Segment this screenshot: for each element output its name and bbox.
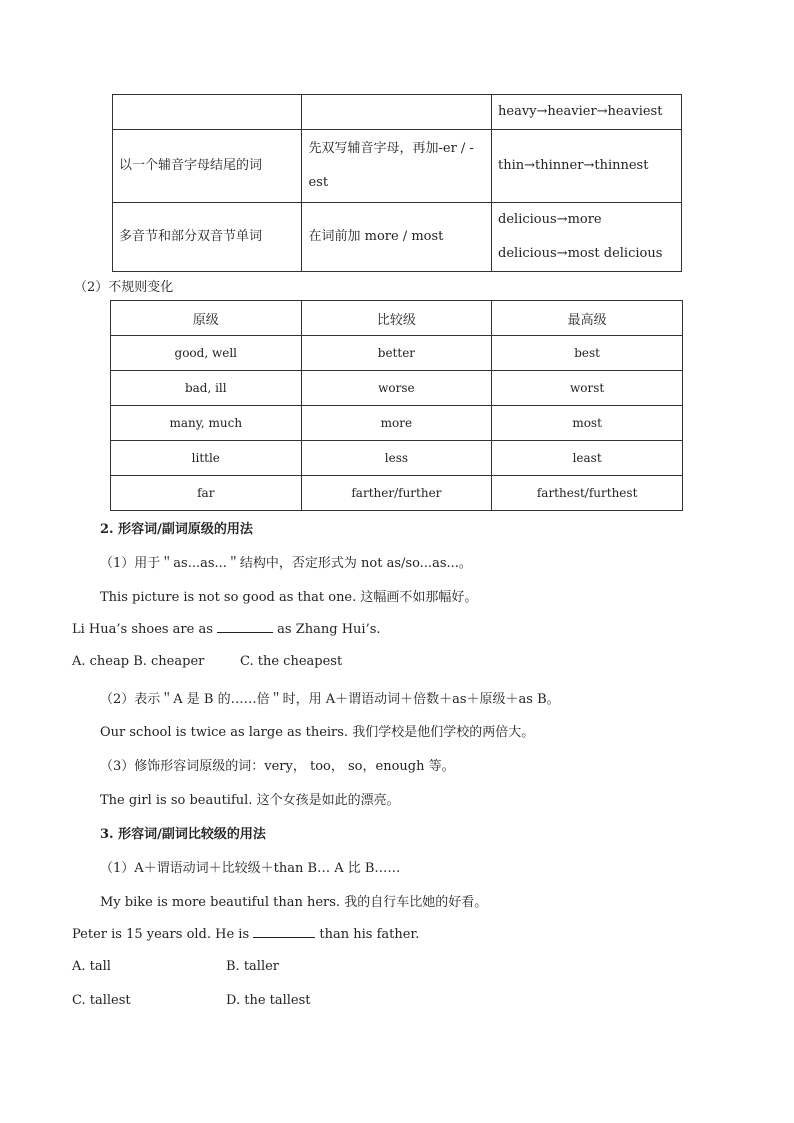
table-cell: least — [492, 441, 683, 476]
option-c: C. tallest — [72, 993, 131, 1008]
table-row — [111, 336, 683, 371]
example-sentence: Our school is twice as large as theirs. 我们学校是他们学校的两倍大。 — [100, 725, 535, 740]
table-cell: farthest/furthest — [492, 476, 683, 511]
example-cell: heavy→heavier→heaviest — [492, 95, 682, 130]
table-cell: best — [492, 336, 683, 371]
table-cell: little — [111, 441, 302, 476]
table-row — [111, 406, 683, 441]
rule-paragraph: （1）A＋谓语动词＋比较级＋than B… A 比 B…… — [100, 861, 401, 876]
header-cell: 最高级 — [492, 301, 683, 336]
table-row — [111, 371, 683, 406]
rule-paragraph: （1）用于＂as...as...＂结构中，否定形式为 not as/so...as...。 — [100, 556, 472, 571]
question-line — [72, 620, 381, 637]
rule-cell: 多音节和部分双音节单词 — [113, 203, 302, 272]
header-cell: 比较级 — [301, 301, 492, 336]
question-text: than his father. — [315, 927, 420, 942]
table-cell: better — [301, 336, 492, 371]
table-row — [113, 95, 682, 130]
header-cell: 原级 — [111, 301, 302, 336]
table-cell: most — [492, 406, 683, 441]
table-cell: farther/further — [301, 476, 492, 511]
example-line: delicious→more — [498, 212, 602, 227]
section-title: 3. 形容词/副词比较级的用法 — [100, 827, 266, 842]
table-cell: worse — [301, 371, 492, 406]
rule-paragraph: （3）修饰形容词原级的词：very， too， so，enough 等。 — [100, 759, 455, 774]
rule-cell — [113, 95, 302, 130]
rule-paragraph: （2）表示＂A 是 B 的……倍＂时，用 A＋谓语动词＋倍数＋as＋原级＋as B。 — [100, 692, 560, 707]
section-title: 2. 形容词/副词原级的用法 — [100, 522, 253, 537]
question-text: as Zhang Hui’s. — [273, 622, 381, 637]
option-c: C. the cheapest — [240, 654, 343, 669]
table-header-row — [111, 301, 683, 336]
question-line — [72, 925, 419, 942]
example-line: delicious→most delicious — [498, 246, 663, 261]
table-row — [113, 203, 682, 272]
example-sentence: This picture is not so good as that one. 这幅画不如那幅好。 — [100, 590, 478, 605]
method-cell — [302, 130, 492, 203]
answer-blank — [217, 620, 273, 633]
irregular-comparison-table — [110, 300, 683, 511]
example-sentence: The girl is so beautiful. 这个女孩是如此的漂亮。 — [100, 793, 400, 808]
method-cell — [302, 95, 492, 130]
option-d: D. the tallest — [226, 993, 311, 1008]
option-a: A. tall — [72, 959, 111, 974]
example-sentence: My bike is more beautiful than hers. 我的自行车比她的好看。 — [100, 895, 488, 910]
irregular-heading: （2）不规则变化 — [74, 280, 174, 295]
rule-cell: 以一个辅音字母结尾的词 — [113, 130, 302, 203]
regular-comparison-table — [112, 94, 682, 272]
method-text: 先双写辅音字母，再加-er / -est — [308, 141, 474, 190]
method-cell: 在词前加 more / most — [302, 203, 492, 272]
options-line: A. cheap B. cheaper — [72, 654, 205, 669]
answer-blank — [253, 925, 315, 938]
table-cell: worst — [492, 371, 683, 406]
table-cell: far — [111, 476, 302, 511]
table-cell: more — [301, 406, 492, 441]
option-b: B. taller — [226, 959, 280, 974]
table-cell: many, much — [111, 406, 302, 441]
table-row — [113, 130, 682, 203]
question-text: Peter is 15 years old. He is — [72, 927, 254, 942]
table-cell: less — [301, 441, 492, 476]
example-cell: thin→thinner→thinnest — [492, 130, 682, 203]
table-row — [111, 441, 683, 476]
question-text: Li Hua’s shoes are as — [72, 622, 218, 637]
example-cell — [492, 203, 682, 272]
table-cell: bad, ill — [111, 371, 302, 406]
table-row — [111, 476, 683, 511]
table-cell: good, well — [111, 336, 302, 371]
